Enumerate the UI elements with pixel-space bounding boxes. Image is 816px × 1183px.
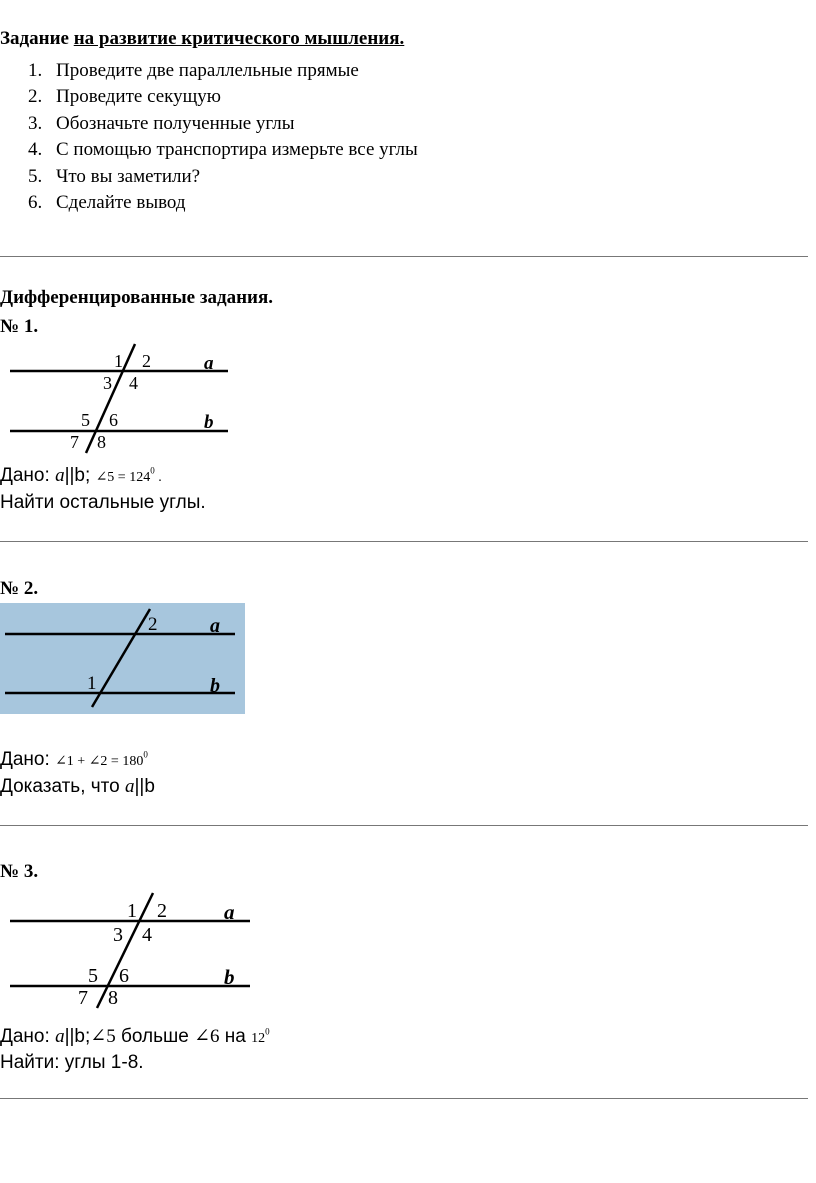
angle-label-2: 2 — [142, 351, 151, 371]
angle-label-5: 5 — [81, 410, 90, 430]
list-item-text: Сделайте вывод — [56, 192, 186, 214]
task2-number: № 2. — [0, 578, 39, 599]
task3-number: № 3. — [0, 861, 39, 882]
task1-number: № 1. — [0, 316, 39, 337]
list-item — [28, 111, 418, 137]
given-parallel: ||b; — [64, 1026, 91, 1047]
angle-label-2: 2 — [157, 900, 167, 922]
angle-label-3: 3 — [103, 373, 112, 393]
angle-label-8: 8 — [108, 987, 118, 1009]
list-item-text: Что вы заметили? — [56, 165, 201, 187]
angle-label-6: 6 — [109, 410, 118, 430]
task2-prove — [0, 776, 155, 798]
list-item-number: 2. — [28, 86, 43, 108]
divider — [0, 1098, 808, 1099]
task-title — [0, 28, 404, 50]
task1-figure — [0, 340, 240, 455]
line-a-label: a — [224, 900, 235, 924]
secant-line — [86, 344, 135, 453]
divider — [0, 541, 808, 542]
given-angle-6: ∠6 — [194, 1026, 220, 1047]
prove-rest: ||b — [134, 776, 155, 797]
list-item — [28, 84, 418, 110]
list-item-number: 1. — [28, 60, 43, 81]
list-item-text: Проведите две параллельные прямые — [56, 60, 359, 81]
line-b-label: b — [210, 675, 220, 697]
given-value: 12 — [251, 1031, 266, 1046]
line-b-label: b — [204, 412, 214, 433]
degree-mark: 0 — [150, 465, 155, 476]
given-label: Дано: — [0, 465, 56, 486]
degree-mark: 0 — [143, 749, 148, 760]
prove-a: a — [124, 776, 135, 797]
task1-find: Найти остальные углы. — [0, 492, 206, 513]
degree-mark: 0 — [265, 1026, 270, 1037]
given-parallel: ||b; — [64, 465, 96, 486]
list-item — [28, 137, 418, 163]
given-more: больше — [115, 1026, 195, 1047]
line-a-label: a — [204, 353, 214, 374]
angle-label-4: 4 — [129, 373, 138, 393]
task-title-underlined: на развитие критического мышления. — [73, 28, 405, 49]
task3-given — [0, 1025, 270, 1048]
figure-background — [0, 603, 245, 714]
task3-figure — [0, 888, 260, 1010]
angle-label-8: 8 — [97, 432, 106, 452]
given-end: . — [154, 470, 162, 485]
list-item-number: 6. — [28, 192, 43, 214]
list-item-text: Проведите секущую — [56, 86, 221, 108]
task2-given — [0, 749, 148, 771]
divider — [0, 256, 808, 257]
task1-given — [0, 465, 162, 487]
given-label: Дано: — [0, 1026, 56, 1047]
given-a: a — [55, 1026, 65, 1047]
task2-figure — [0, 603, 245, 714]
angle-label-6: 6 — [119, 965, 129, 987]
list-item-number: 5. — [28, 165, 43, 187]
list-item-number: 4. — [28, 139, 43, 161]
list-item — [28, 58, 418, 84]
given-a: a — [55, 465, 65, 486]
secant-line — [97, 893, 153, 1008]
divider — [0, 825, 808, 826]
section-heading: Дифференцированные задания. — [0, 287, 274, 308]
angle-label-5: 5 — [88, 965, 98, 987]
angle-label-7: 7 — [78, 987, 88, 1009]
task-list — [28, 58, 418, 216]
list-item-text: Обозначьте полученные углы — [56, 112, 295, 134]
angle-label-1: 1 — [87, 673, 97, 694]
line-b-label: b — [224, 965, 235, 989]
angle-label-4: 4 — [142, 924, 152, 946]
angle-label-1: 1 — [127, 900, 137, 922]
angle-label-1: 1 — [114, 351, 123, 371]
list-item — [28, 164, 418, 190]
angle-label-3: 3 — [113, 924, 123, 946]
line-a-label: a — [210, 615, 220, 637]
given-expression: ∠1 + ∠2 = 180 — [55, 754, 144, 769]
given-angle-5: ∠5 — [90, 1026, 116, 1047]
angle-label-7: 7 — [70, 432, 79, 452]
list-item-text: С помощью транспортира измерьте все углы — [56, 139, 418, 161]
task-title-prefix: Задание — [0, 28, 74, 49]
prove-prefix: Доказать, что — [0, 776, 125, 797]
given-label: Дано: — [0, 749, 56, 770]
list-item-number: 3. — [28, 112, 43, 134]
angle-label-2: 2 — [148, 614, 158, 635]
task3-find: Найти: углы 1-8. — [0, 1052, 144, 1073]
given-angle: ∠5 = 124 — [95, 470, 151, 485]
given-by: на — [219, 1026, 252, 1047]
list-item — [28, 190, 418, 216]
